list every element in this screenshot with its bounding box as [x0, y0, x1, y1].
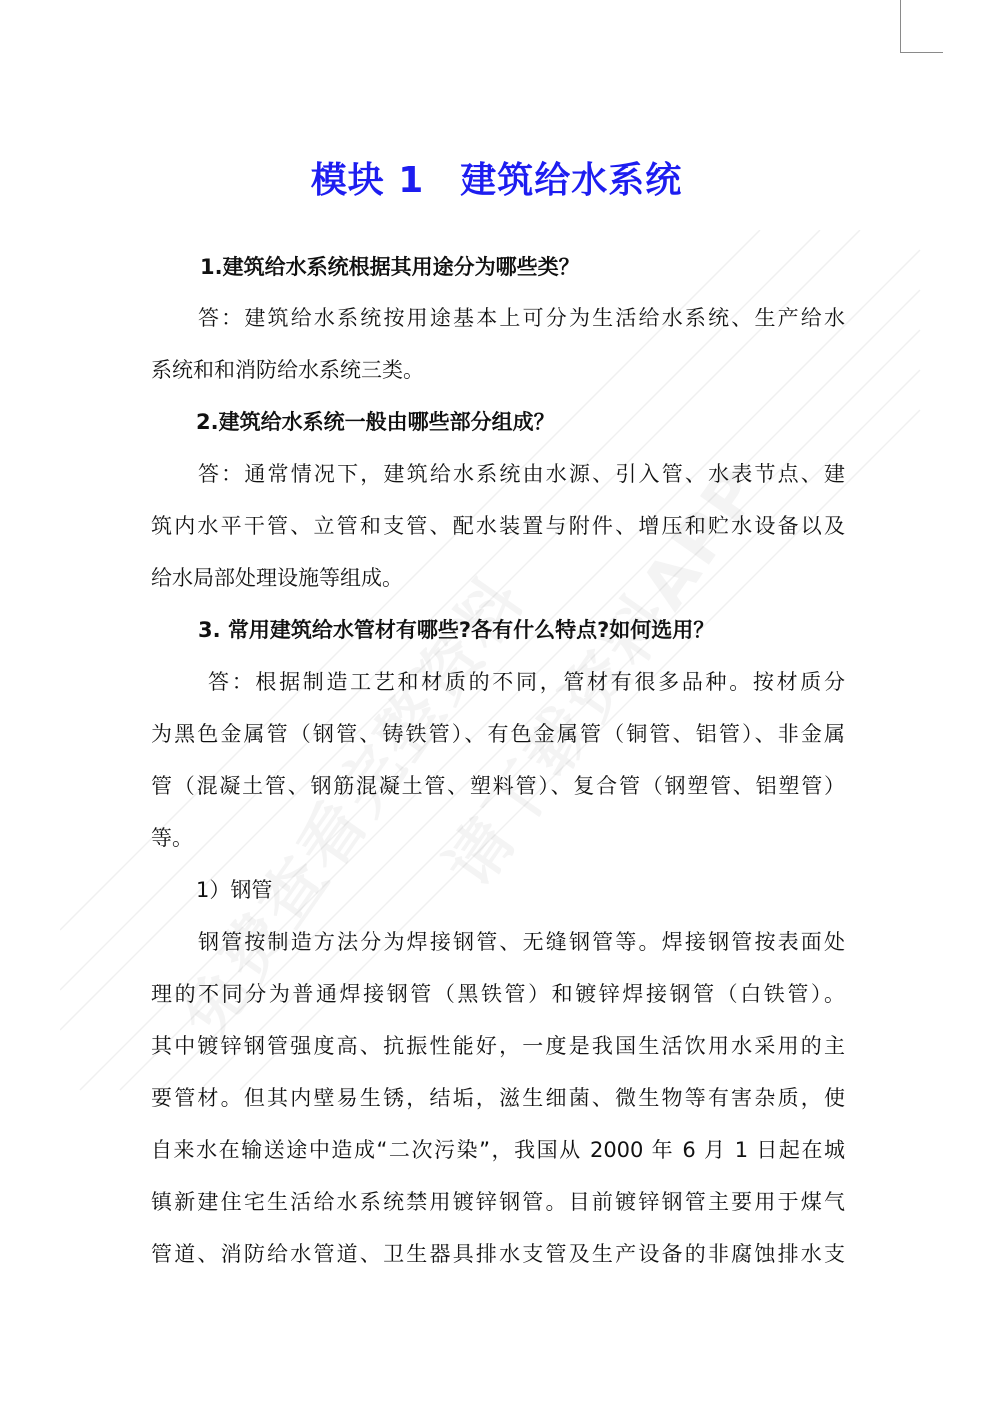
subheading-steel-pipe: 1）钢管	[196, 878, 273, 902]
answer-1-line-2: 系统和和消防给水系统三类。	[151, 358, 424, 382]
answer-2-line-3: 给水局部处理设施等组成。	[151, 566, 403, 590]
title-text: 建筑给水系统	[460, 160, 683, 201]
steel-pipe-line-4: 要管材。但其内壁易生锈，结垢，滋生细菌、微生物等有害杂质，使	[151, 1086, 845, 1110]
steel-pipe-line-2: 理的不同分为普通焊接钢管（黑铁管）和镀锌焊接钢管（白铁管）。	[151, 982, 845, 1006]
question-1: 1.建筑给水系统根据其用途分为哪些类？	[200, 255, 580, 279]
steel-pipe-line-7: 管道、消防给水管道、卫生器具排水支管及生产设备的非腐蚀排水支	[151, 1242, 845, 1266]
answer-3-line-3: 管（混凝土管、钢筋混凝土管、塑料管）、复合管（钢塑管、铝塑管）	[151, 774, 845, 798]
title-module: 模块 1	[310, 160, 425, 201]
answer-1-line-1: 答：建筑给水系统按用途基本上可分为生活给水系统、生产给水	[198, 306, 845, 330]
steel-pipe-line-1: 钢管按制造方法分为焊接钢管、无缝钢管等。焊接钢管按表面处	[198, 930, 845, 954]
page-title	[0, 152, 993, 203]
question-3: 3. 常用建筑给水管材有哪些?各有什么特点?如何选用？	[198, 618, 715, 642]
answer-3-line-2: 为黑色金属管（钢管、铸铁管）、有色金属管（铜管、铝管）、非金属	[151, 722, 845, 746]
steel-pipe-line-5: 自来水在输送途中造成“二次污染”，我国从 2000 年 6 月 1 日起在城	[151, 1138, 845, 1162]
question-2: 2.建筑给水系统一般由哪些部分组成？	[196, 410, 555, 434]
steel-pipe-line-6: 镇新建住宅生活给水系统禁用镀锌钢管。目前镀锌钢管主要用于煤气	[151, 1190, 845, 1214]
steel-pipe-line-3: 其中镀锌钢管强度高、抗振性能好，一度是我国生活饮用水采用的主	[151, 1034, 845, 1058]
answer-3-line-1: 答：根据制造工艺和材质的不同，管材有很多品种。按材质分	[208, 670, 845, 694]
answer-2-line-2: 筑内水平干管、立管和支管、配水装置与附件、增压和贮水设备以及	[151, 514, 845, 538]
answer-3-line-4: 等。	[151, 826, 193, 850]
page-corner-mark	[900, 0, 943, 53]
answer-2-line-1: 答：通常情况下，建筑给水系统由水源、引入管、水表节点、建	[198, 462, 845, 486]
